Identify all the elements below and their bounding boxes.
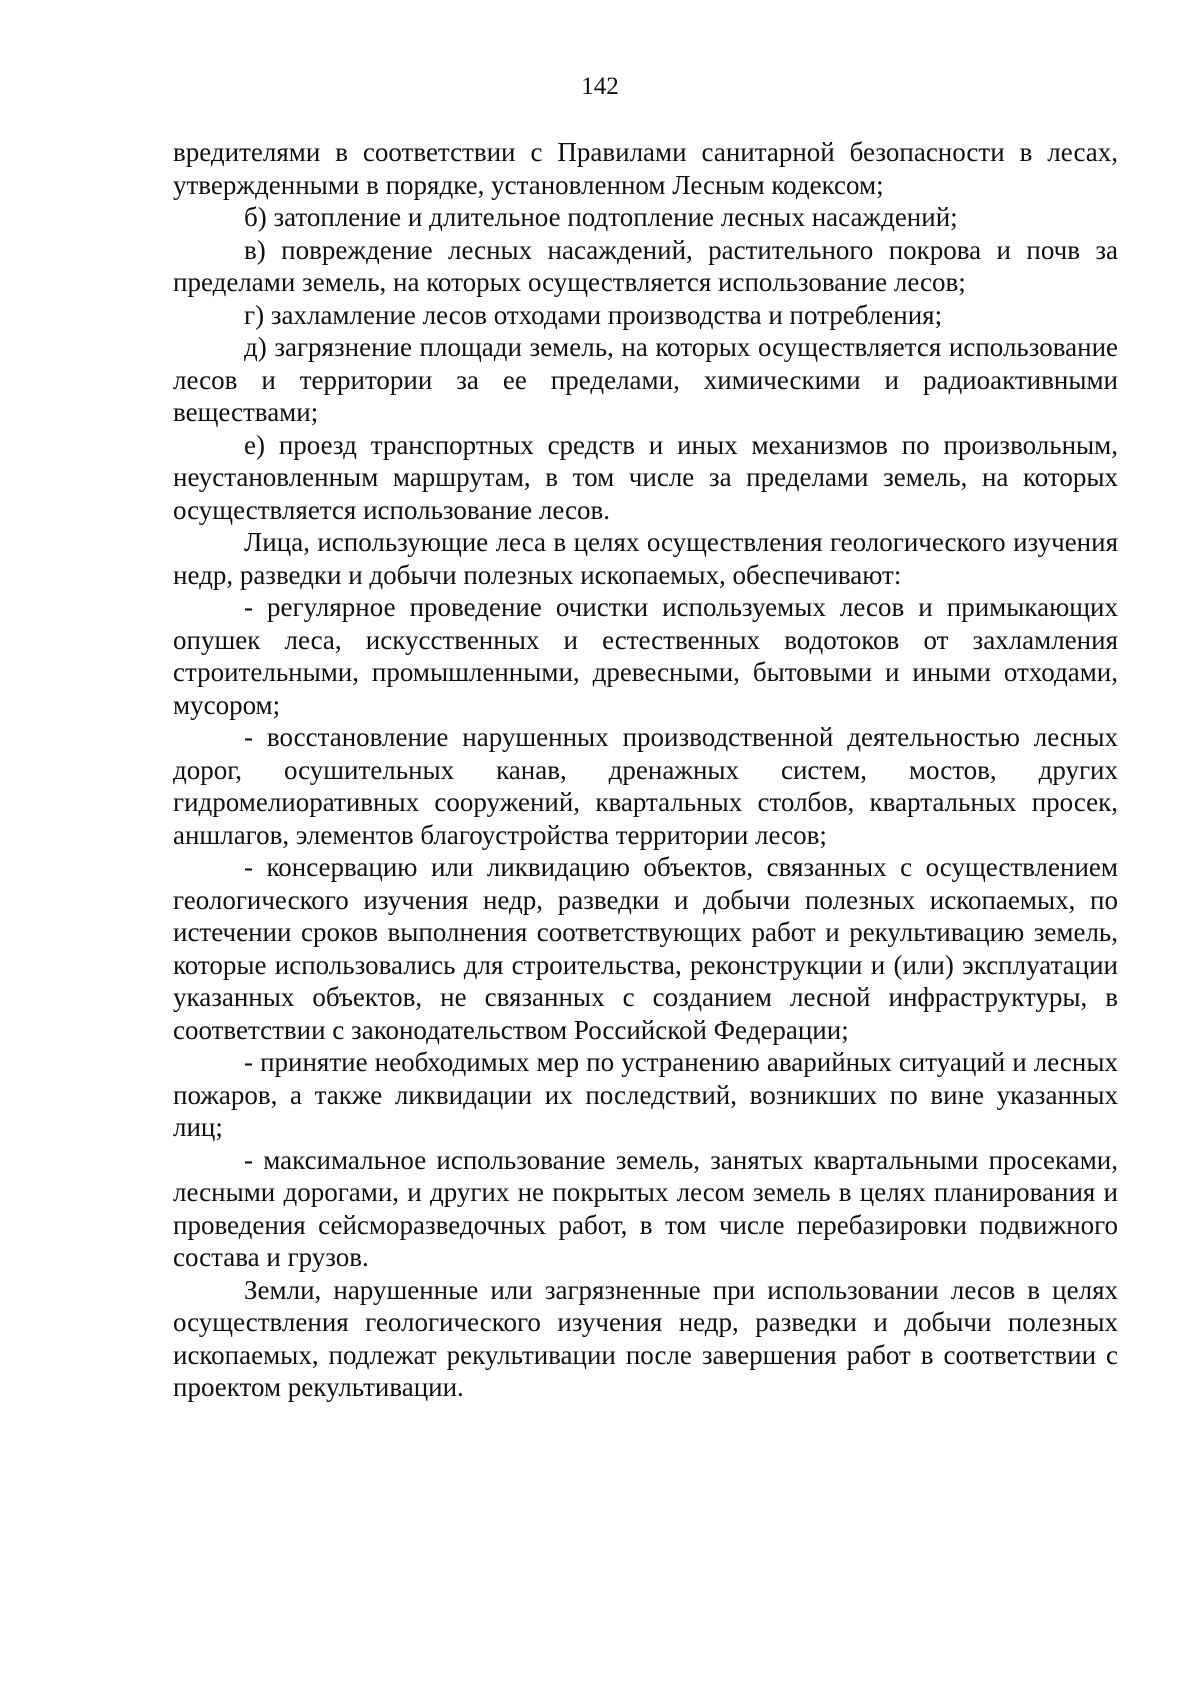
paragraph-item-b: б) затопление и длительное подтопление лесных насаждений; bbox=[244, 202, 958, 232]
paragraph-item-g: г) захламление лесов отходами производства и потребления; bbox=[244, 299, 943, 330]
paragraph-obligation-cleaning: - регулярное проведение очистки используемых лесов и примыкающих опушек леса, искусственных и естественных водотоков от захламления строительными, промышленными, древесными, бытовыми и иными отходами, мусором; bbox=[173, 592, 1118, 720]
paragraph-obligation-emergency: - принятие необходимых мер по устранению аварийных ситуаций и лесных пожаров, а также ликвидации их последствий, возникших по вине указанных лиц; bbox=[173, 1047, 1118, 1142]
paragraph-obligation-conservation: - консервацию или ликвидацию объектов, связанных с осуществлением геологического изучения недр, разведки и добычи полезных ископаемых, по истечении сроков выполнения соответствующих работ и рекультивацию земель, которые использовались для строительства, реконструкции и (или) эксплуатации указанных объектов, не связанных с созданием лесной инфраструктуры, в соответствии с законодательством Российской Федерации; bbox=[173, 852, 1118, 1045]
paragraph-obligation-land-use: - максимальное использование земель, занятых квартальными просеками, лесными дорогами, и других не покрытых лесом земель в целях планирования и проведения сейсморазведочных работ, в том числе перебазировки подвижного состава и грузов. bbox=[173, 1144, 1118, 1272]
paragraph-obligation-restoration: - восстановление нарушенных производственной деятельностью лесных дорог, осушительных канав, дренажных систем, мостов, других гидромелиоративных сооружений, квартальных столбов, квартальных просек, аншлагов, элементов благоустройства территории лесов; bbox=[173, 722, 1118, 850]
paragraph-item-v: в) повреждение лесных насаждений, растительного покрова и почв за пределами земель, на которых осуществляется использование лесов; bbox=[173, 234, 1118, 297]
page-number: 142 bbox=[581, 73, 619, 100]
paragraph-recultivation: Земли, нарушенные или загрязненные при использовании лесов в целях осуществления геологического изучения недр, разведки и добычи полезных ископаемых, подлежат рекультивации после завершения работ в соответствии с проектом рекультивации. bbox=[173, 1274, 1118, 1402]
paragraph-item-d: д) загрязнение площади земель, на которых осуществляется использование лесов и территории за ее пределами, химическими и радиоактивными веществами; bbox=[173, 332, 1118, 427]
paragraph-item-e: е) проезд транспортных средств и иных механизмов по произвольным, неустановленным маршрутам, в том числе за пределами земель, на которых осуществляется использование лесов. bbox=[173, 429, 1118, 525]
paragraph-obligations-intro: Лица, использующие леса в целях осуществления геологического изучения недр, разведки и добычи полезных ископаемых, обеспечивают: bbox=[173, 527, 1118, 590]
document-body bbox=[173, 136, 1118, 1404]
paragraph-continuation: вредителями в соответствии с Правилами санитарной безопасности в лесах, утвержденными в порядке, установленном Лесным кодексом; bbox=[173, 137, 1118, 200]
